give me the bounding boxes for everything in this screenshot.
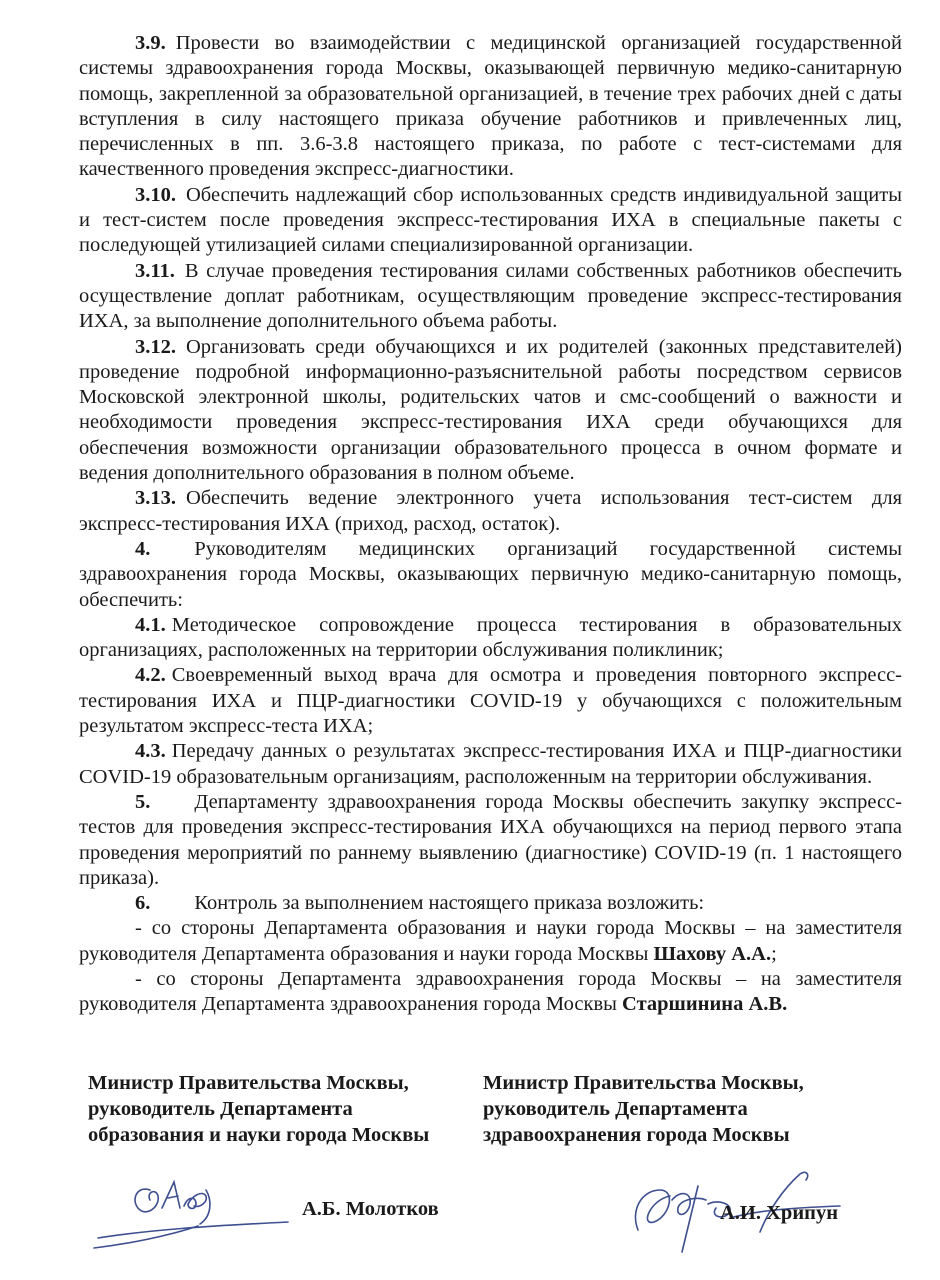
item-number: 4.2. (135, 664, 166, 687)
item-text: Контроль за выполнением настоящего приказа возложить: (194, 892, 705, 915)
deputy-name: Старшинина А.В. (622, 993, 788, 1016)
item-number: 3.13. (135, 487, 176, 510)
paragraph-3-11 (79, 259, 902, 335)
item-number: 6. (135, 892, 151, 915)
dash-text: - со стороны Департамента образования и науки города Москвы – на заместителя руководителя Департамента образования и науки города Москвы (79, 917, 902, 965)
paragraph-3-10 (79, 183, 902, 259)
item-text: Департаменту здравоохранения города Москвы обеспечить закупку экспресс-тестов для проведения экспресс-тестирования ИХА обучающихся на период первого этапа проведения мероприятий по раннему выявлению (диагностике) COVID-19 (п. 1 настоящего приказа). (79, 790, 902, 889)
signer-title-line: Министр Правительства Москвы, (483, 1072, 804, 1094)
item-text: Передачу данных о результатах экспресс-тестирования ИХА и ПЦР-диагностики COVID-19 образовательным организациям, расположенным на территории обслуживания. (79, 740, 902, 788)
signer-title-line: Министр Правительства Москвы, (88, 1072, 409, 1094)
signer-title-line: образования и науки города Москвы (88, 1124, 430, 1146)
item-number: 3.11. (135, 259, 175, 282)
item-number: 3.10. (135, 183, 176, 206)
paragraph-5 (79, 790, 902, 891)
paragraph-3-9 (79, 31, 902, 183)
dash-tail: ; (771, 942, 777, 965)
item-text: Руководителям медицинских организаций государственной системы здравоохранения города Москвы, оказывающих первичную медико-санитарную помощь, обеспечить: (79, 537, 902, 611)
control-dash-2 (79, 967, 902, 1018)
item-number: 4. (135, 537, 151, 560)
signature-block-left (88, 1070, 468, 1148)
item-text: Обеспечить надлежащий сбор использованных средств индивидуальной защиты и тест-систем после проведения экспресс-тестирования ИХА в специальные пакеты с последующей утилизацией силами специализированной организации. (79, 183, 902, 257)
paragraph-3-13 (79, 486, 902, 537)
paragraph-4-2 (79, 663, 902, 739)
signer-name-left: А.Б. Молотков (302, 1198, 439, 1220)
signer-title-line: руководитель Департамента (483, 1098, 748, 1120)
dash-text: - со стороны Департамента здравоохранения города Москвы – на заместителя руководителя Департамента здравоохранения города Москвы (79, 967, 902, 1016)
paragraph-4-1 (79, 613, 902, 664)
control-dash-1 (79, 916, 902, 967)
signer-name-right: А.И. Хрипун (720, 1202, 839, 1224)
item-number: 4.3. (135, 740, 166, 763)
paragraph-6 (79, 891, 902, 916)
item-number: 5. (135, 790, 151, 813)
item-number: 4.1. (135, 613, 166, 636)
item-text: Своевременный выход врача для осмотра и проведения повторного экспресс-тестирования ИХА и ПЦР-диагностики COVID-19 у обучающихся с положительным результатом экспресс-теста ИХА; (79, 664, 902, 738)
item-text: Методическое сопровождение процесса тестирования в образовательных организациях, расположенных на территории обслуживания поликлиник; (79, 613, 902, 662)
item-text: Обеспечить ведение электронного учета использования тест-систем для экспресс-тестирования ИХА (приход, расход, остаток). (79, 487, 902, 535)
paragraph-3-12 (79, 335, 902, 487)
item-number: 3.9. (135, 32, 166, 54)
paragraph-4-3 (79, 739, 902, 790)
paragraph-4 (79, 537, 902, 613)
deputy-name: Шахову А.А. (653, 942, 772, 965)
order-body (79, 31, 902, 1018)
item-number: 3.12. (135, 335, 176, 358)
item-text: Провести во взаимодействии с медицинской организацией государственной системы здравоохранения города Москвы, оказывающей первичную медико-санитарную помощь, закрепленной за образовательной организацией, в течение трех рабочих дней с даты вступления в силу настоящего приказа обучение работников и привлеченных лиц, перечисленных в пп. 3.6-3.8 настоящего приказа, по работе с тест-системами для качественного проведения экспресс-диагностики. (79, 32, 902, 181)
signature-block-right (483, 1070, 883, 1148)
item-text: Организовать среди обучающихся и их родителей (законных представителей) проведение подробной информационно-разъяснительной работы посредством сервисов Московской электронной школы, родительских чатов и смс-сообщений о важности и необходимости проведения экспресс-тестирования ИХА среди обучающихся для обеспечения возможности организации образовательного процесса в очном формате и ведения дополнительного образования в полном объеме. (79, 335, 902, 485)
handwritten-signature-left (88, 1160, 298, 1255)
signer-title-line: здравоохранения города Москвы (483, 1124, 790, 1146)
item-text: В случае проведения тестирования силами собственных работников обеспечить осуществление доплат работникам, осуществляющим проведение экспресс-тестирования ИХА, за выполнение дополнительного объема работы. (79, 259, 902, 333)
signer-title-line: руководитель Департамента (88, 1098, 353, 1120)
